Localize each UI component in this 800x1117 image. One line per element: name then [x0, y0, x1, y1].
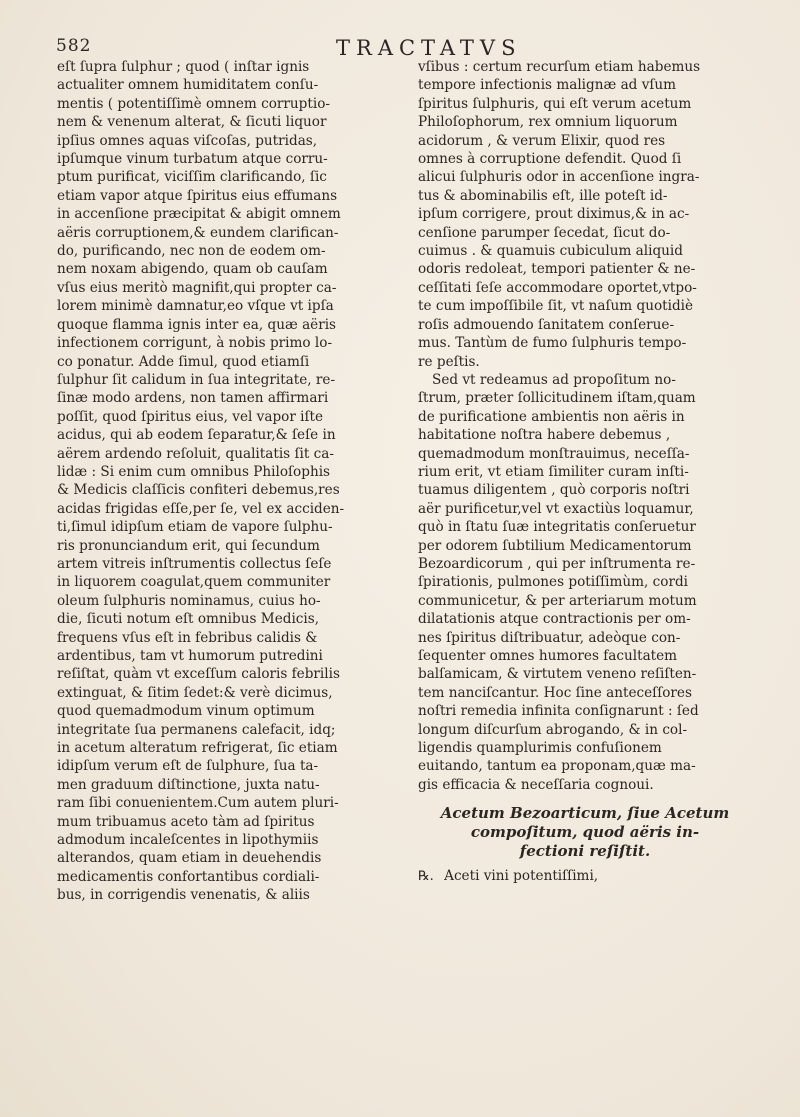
text-line: ipſumque vinum turbatum atque corru-	[57, 151, 328, 168]
text-line: quò in ſtatu ſuæ integritatis conſeruetur	[418, 519, 696, 536]
text-line: mum tribuamus aceto tàm ad ſpiritus	[57, 813, 315, 830]
text-line: acidas frigidas eſſe,per ſe, vel ex acciden-	[57, 500, 345, 517]
text-line: bus, in corrigendis venenatis, & aliis	[57, 887, 310, 904]
page-number: 582	[56, 36, 92, 56]
text-line: in liquorem coagulat,quem communiter	[57, 574, 331, 591]
text-line: actualiter omnem humiditatem conſu-	[57, 77, 319, 94]
text-line: die, ſicuti notum eſt omnibus Medicis,	[57, 611, 320, 628]
text-line: ſpirationis, pulmones potiſſimùm, cordi	[418, 574, 689, 591]
text-line: artem vitreis inſtrumentis collectus ſeſe	[57, 555, 332, 572]
text-line: ram ſibi conuenientem.Cum autem pluri-	[57, 795, 339, 812]
text-line: eſt ſupra ſulphur ; quod ( inſtar ignis	[57, 59, 310, 75]
text-line: ptum purificat, viciſſim clarificando, ſic	[57, 169, 327, 186]
text-line: men graduum diſtinctione, juxta natu-	[57, 776, 320, 793]
text-line: ligendis quamplurimis confuſionem	[418, 740, 662, 757]
text-line: do, purificando, nec non de eodem om-	[57, 243, 326, 260]
recipe-section-title	[418, 804, 752, 861]
text-line: aër purificetur,vel vt exactiùs loquamur,	[418, 500, 694, 517]
text-line: cenſione parumper ſecedat, ſicut do-	[418, 224, 671, 241]
text-line: etiam vapor atque ſpiritus eius effumans	[57, 187, 338, 204]
text-line: lidæ : Si enim cum omnibus Philoſophis	[57, 463, 331, 480]
text-line: ceſſitati ſeſe accommodare oportet,vtpo-	[418, 279, 697, 296]
text-line: tus & abominabilis eſt, ille poteſt id-	[418, 187, 668, 204]
text-line: ti,ſimul idipſum etiam de vapore ſulphu-	[57, 519, 333, 536]
text-line: mentis ( potentiſſimè omnem corruptio-	[57, 95, 330, 112]
text-line: poſſit, quod ſpiritus eius, vel vapor iſte	[57, 408, 324, 425]
text-line: ſinæ modo ardens, non tamen affirmari	[57, 390, 329, 407]
text-line: communicetur, & per arteriarum motum	[418, 592, 697, 609]
text-line: aërem ardendo reſoluit, qualitatis ſit ca-	[57, 445, 334, 462]
text-line: Sed vt redeamus ad propoſitum no-	[432, 371, 676, 388]
page-header	[56, 36, 756, 60]
text-line: ſulphur ſit calidum in ſua integritate, re-	[57, 371, 336, 388]
text-line: tuamus diligentem , quò corporis noſtri	[418, 482, 690, 499]
text-line: co ponatur. Adde ſimul, quod etiamſi	[57, 353, 310, 370]
text-line: re peſtis.	[418, 353, 480, 370]
text-line: ſpiritus ſulphuris, qui eſt verum acetum	[418, 95, 692, 112]
text-line: infectionem corrigunt, à nobis primo lo-	[57, 335, 333, 352]
text-line: frequens vſus eſt in febribus calidis &	[57, 629, 318, 646]
text-line: ſtrum, præter ſollicitudinem iſtam,quam	[418, 390, 696, 407]
text-line: alterandos, quam etiam in deuehendis	[57, 850, 322, 867]
text-line: quoque flamma ignis inter ea, quæ aëris	[57, 316, 337, 333]
text-line: ardentibus, tam vt humorum putredini	[57, 648, 323, 664]
recipe-line	[418, 867, 752, 886]
text-line: noſtri remedia infinita conſignarunt : ſed	[418, 703, 699, 720]
text-line: roſis admouendo ſanitatem conſerue-	[418, 316, 675, 333]
text-line: ſequenter omnes humores facultatem	[418, 648, 678, 664]
text-line: vſibus : certum recurſum etiam habemus	[418, 59, 701, 75]
text-line: per odorem ſubtilium Medicamentorum	[418, 537, 692, 554]
paragraph-2	[418, 371, 752, 794]
text-line: acidorum , & verum Elixir, quod res	[418, 132, 666, 149]
title-line: Acetum Bezoarticum, ſiue Acetum	[440, 804, 730, 823]
text-line: longum diſcurſum abrogando, & in col-	[418, 721, 688, 738]
text-line: habitatione noſtra habere debemus ,	[418, 427, 671, 444]
text-line: alicui ſulphuris odor in accenſione ingra-	[418, 169, 700, 186]
text-line: admodum incaleſcentes in lipothymiis	[57, 832, 319, 849]
text-line: omnes à corruptione defendit. Quod ſi	[418, 151, 682, 168]
text-line: dilatationis atque contractionis per om-	[418, 611, 691, 628]
left-text-column	[57, 58, 385, 905]
text-line: idipſum verum eſt de ſulphure, ſua ta-	[57, 758, 319, 775]
text-line: in accenſione præcipitat & abigit omnem	[57, 206, 341, 223]
text-line: in acetum alteratum refrigerat, ſic etiam	[57, 740, 338, 757]
recipe-symbol: ℞.	[418, 869, 434, 885]
text-line: gis efficacia & neceſſaria cognoui.	[418, 776, 654, 793]
text-line: nem noxam abigendo, quam ob cauſam	[57, 261, 328, 278]
text-line: Bezoardicorum , qui per inſtrumenta re-	[418, 555, 696, 572]
text-line: de purificatione ambientis non aëris in	[418, 408, 685, 425]
text-line: vſus eius meritò magnifit,qui propter ca-	[57, 279, 337, 296]
text-line: cuimus . & quamuis cubiculum aliquid	[418, 243, 683, 260]
paragraph-1	[418, 58, 752, 371]
text-line: quemadmodum monſtrauimus, neceſſa-	[418, 445, 690, 462]
recipe-text: Aceti vini potentiſſimi,	[444, 868, 599, 885]
text-line: rium erit, vt etiam ſimiliter curam inſti-	[418, 463, 689, 480]
text-line: aëris corruptionem,& eundem clarifican-	[57, 224, 339, 241]
text-line: integritate ſua permanens calefacit, idq;	[57, 721, 336, 738]
text-line: Philoſophorum, rex omnium liquorum	[418, 114, 678, 131]
text-line: acidus, qui ab eodem ſeparatur,& ſeſe in	[57, 427, 336, 444]
running-head: TRACTATVS	[336, 36, 522, 60]
text-line: medicamentis confortantibus cordiali-	[57, 868, 320, 885]
text-line: quod quemadmodum vinum optimum	[57, 703, 315, 720]
title-line: compoſitum, quod aëris in-	[470, 823, 700, 842]
text-line: balſamicam, & virtutem veneno reſiſten-	[418, 666, 697, 683]
text-line: tem nanciſcantur. Hoc ſine anteceſſores	[418, 684, 692, 701]
text-line: te cum impoſſibile ſit, vt naſum quotidiè	[418, 298, 694, 315]
text-line: euitando, tantum ea proponam,quæ ma-	[418, 758, 696, 775]
text-line: ris pronunciandum erit, qui ſecundum	[57, 537, 320, 554]
text-line: ipſum corrigere, prout diximus,& in ac-	[418, 206, 690, 223]
text-line: reſiſtat, quàm vt exceſſum caloris febrilis	[57, 666, 340, 683]
text-line: nes ſpiritus diſtribuatur, adeòque con-	[418, 629, 681, 646]
text-line: lorem minimè damnatur,eo vſque vt ipſa	[57, 298, 334, 315]
right-text-column	[418, 58, 752, 887]
text-line: & Medicis claſſicis confiteri debemus,res	[57, 482, 340, 499]
text-line: tempore infectionis malignæ ad vſum	[418, 77, 677, 94]
title-line: fectioni reſiſtit.	[519, 842, 651, 861]
text-line: oleum ſulphuris nominamus, cuius ho-	[57, 592, 321, 609]
text-line: odoris redoleat, tempori patienter & ne-	[418, 261, 696, 278]
text-line: mus. Tantùm de fumo ſulphuris tempo-	[418, 335, 687, 352]
text-line: ipſius omnes aquas viſcoſas, putridas,	[57, 132, 318, 149]
text-line: nem & venenum alterat, & ſicuti liquor	[57, 114, 327, 131]
text-line: extinguat, & ſitim ſedet:& verè dicimus,	[57, 684, 333, 701]
